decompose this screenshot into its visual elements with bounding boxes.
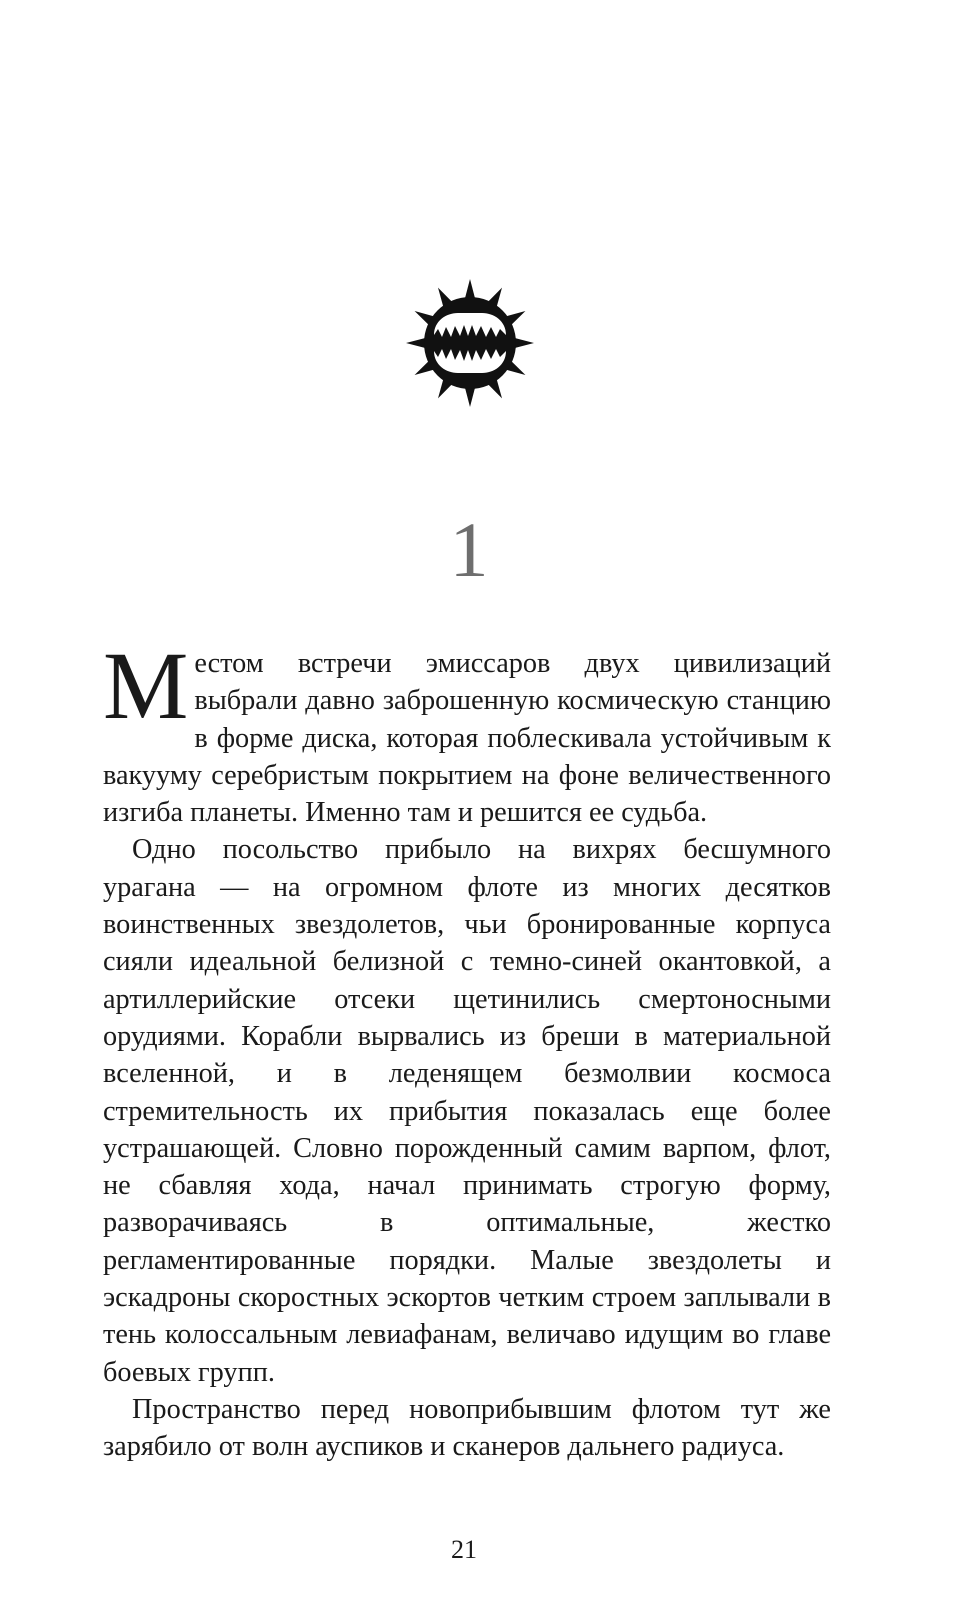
paragraph-1 xyxy=(103,632,831,831)
chapter-text xyxy=(103,632,831,1466)
chapter-number-text: 1 xyxy=(449,506,489,593)
page-number-text: 21 xyxy=(451,1535,477,1564)
chapter-number xyxy=(0,506,920,593)
fanged-ring-emblem-icon xyxy=(405,278,535,408)
page-number xyxy=(0,1535,920,1565)
drop-cap: М xyxy=(103,632,189,739)
paragraph-2: Одно посольство прибыло на вихрях бесшумного урагана — на огромном флоте из многих десятков воинственных звездолетов, чьи бронированные корпуса сияли идеальной белизной с темно-синей окантовкой, а артиллерийские отсеки щетинились смертоносными орудиями. Корабли вырвались из бреши в материальной вселенной, и в леденящем безмолвии космоса стремительность их прибытия показалась еще более устрашающей. Словно порожденный самим варпом, флот, не сбавляя хода, начал принимать строгую форму, разворачиваясь в оптимальные, жестко регламентированные порядки. Малые звездолеты и эскадроны скоростных эскортов четким строем заплывали в тень колоссальным левиафанам, величаво идущим во главе боевых групп. xyxy=(103,834,831,1388)
paragraph-1-text: естом встречи эмиссаров двух цивилизаций выбрали давно заброшенную космическую станцию в форме диска, которая поблескивала устойчивым к вакууму серебристым покрытием на фоне величественного изгиба планеты. Именно там и решится ее судьба. xyxy=(103,648,831,829)
paragraph-3: Пространство перед новоприбывшим флотом тут же зарябило от волн ауспиков и сканеров дальнего радиуса. xyxy=(103,1393,831,1463)
